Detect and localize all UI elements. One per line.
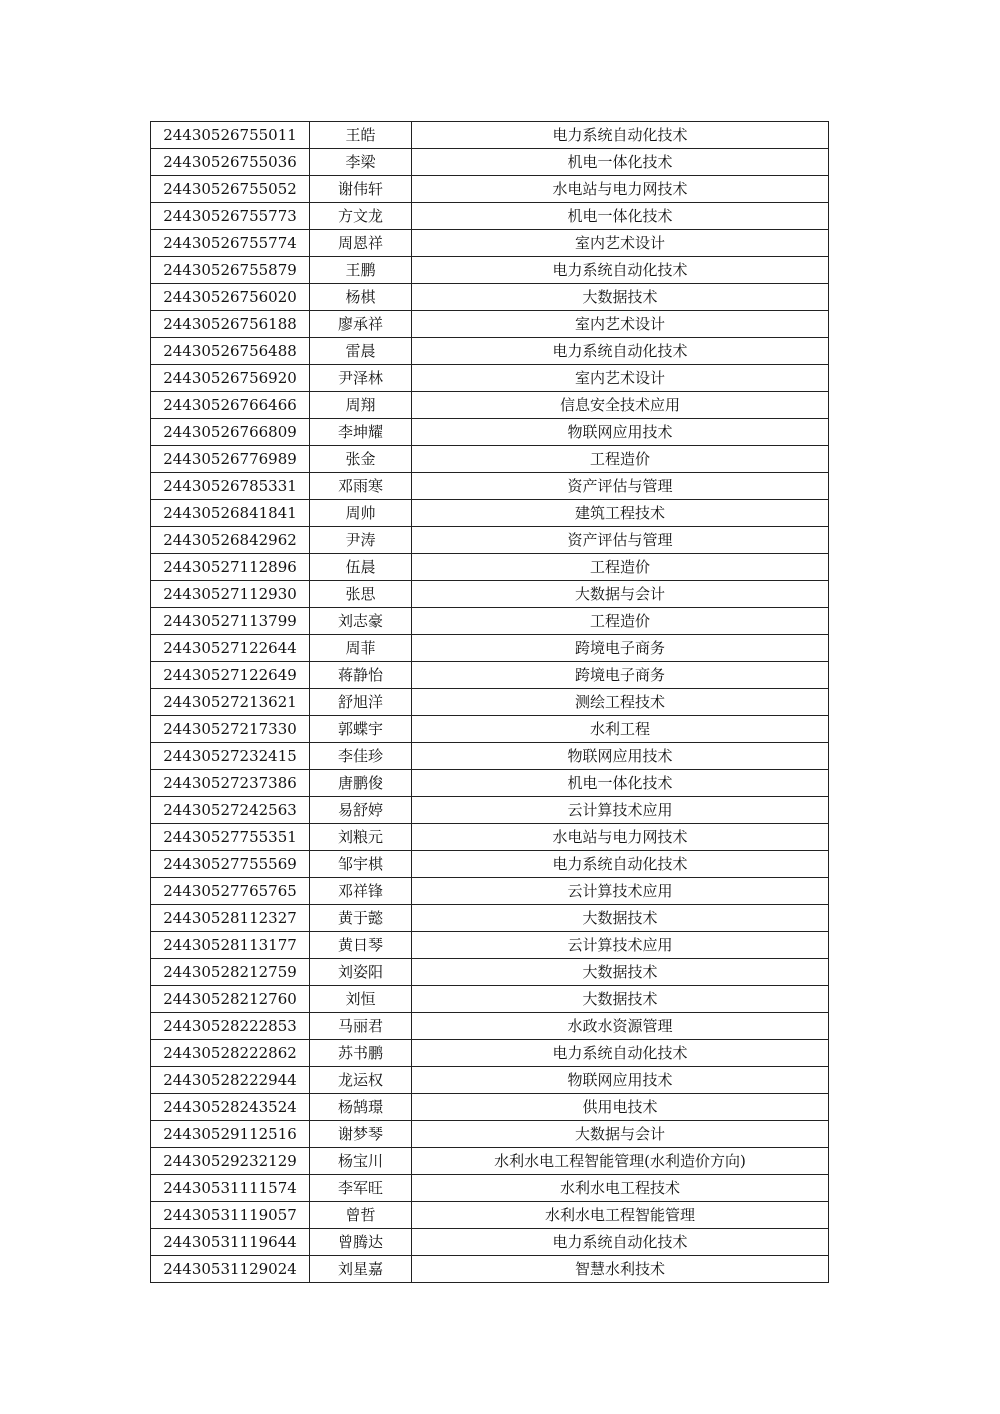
student-name-cell: 雷晨 xyxy=(310,338,412,365)
major-cell: 大数据技术 xyxy=(412,905,829,932)
exam-number-cell: 24430526766466 xyxy=(151,392,310,419)
exam-number-cell: 24430526756488 xyxy=(151,338,310,365)
major-cell: 水利水电工程智能管理 xyxy=(412,1202,829,1229)
exam-number-cell: 24430526766809 xyxy=(151,419,310,446)
exam-number-cell: 24430527113799 xyxy=(151,608,310,635)
table-row xyxy=(151,797,829,824)
student-name-cell: 易舒婷 xyxy=(310,797,412,824)
student-name-cell: 周翔 xyxy=(310,392,412,419)
table-row xyxy=(151,878,829,905)
table-row xyxy=(151,932,829,959)
exam-number-cell: 24430531111574 xyxy=(151,1175,310,1202)
student-name-cell: 谢伟轩 xyxy=(310,176,412,203)
exam-number-cell: 24430526755774 xyxy=(151,230,310,257)
student-name-cell: 黄于懿 xyxy=(310,905,412,932)
student-name-cell: 尹涛 xyxy=(310,527,412,554)
major-cell: 信息安全技术应用 xyxy=(412,392,829,419)
major-cell: 资产评估与管理 xyxy=(412,473,829,500)
student-name-cell: 张金 xyxy=(310,446,412,473)
table-row xyxy=(151,473,829,500)
student-name-cell: 刘姿阳 xyxy=(310,959,412,986)
table-row xyxy=(151,1013,829,1040)
table-row xyxy=(151,284,829,311)
exam-number-cell: 24430527112930 xyxy=(151,581,310,608)
exam-number-cell: 24430527237386 xyxy=(151,770,310,797)
table-row xyxy=(151,716,829,743)
table-row xyxy=(151,149,829,176)
exam-number-cell: 24430526842962 xyxy=(151,527,310,554)
table-row xyxy=(151,1040,829,1067)
student-name-cell: 黄日琴 xyxy=(310,932,412,959)
major-cell: 电力系统自动化技术 xyxy=(412,1040,829,1067)
student-name-cell: 邓雨寒 xyxy=(310,473,412,500)
exam-number-cell: 24430528113177 xyxy=(151,932,310,959)
major-cell: 云计算技术应用 xyxy=(412,797,829,824)
table-row xyxy=(151,824,829,851)
student-name-cell: 周帅 xyxy=(310,500,412,527)
exam-number-cell: 24430527242563 xyxy=(151,797,310,824)
table-row xyxy=(151,527,829,554)
exam-number-cell: 24430526756188 xyxy=(151,311,310,338)
major-cell: 室内艺术设计 xyxy=(412,311,829,338)
major-cell: 电力系统自动化技术 xyxy=(412,851,829,878)
table-row xyxy=(151,257,829,284)
student-name-cell: 郭蝶宇 xyxy=(310,716,412,743)
exam-number-cell: 24430526776989 xyxy=(151,446,310,473)
exam-number-cell: 24430529232129 xyxy=(151,1148,310,1175)
student-name-cell: 杨鹄璟 xyxy=(310,1094,412,1121)
table-row xyxy=(151,419,829,446)
exam-number-cell: 24430527755569 xyxy=(151,851,310,878)
major-cell: 云计算技术应用 xyxy=(412,878,829,905)
student-name-cell: 谢梦琴 xyxy=(310,1121,412,1148)
major-cell: 大数据与会计 xyxy=(412,581,829,608)
student-roster-table xyxy=(150,121,829,1283)
student-name-cell: 伍晨 xyxy=(310,554,412,581)
student-name-cell: 马丽君 xyxy=(310,1013,412,1040)
exam-number-cell: 24430527112896 xyxy=(151,554,310,581)
table-row xyxy=(151,203,829,230)
exam-number-cell: 24430526841841 xyxy=(151,500,310,527)
table-row xyxy=(151,986,829,1013)
table-row xyxy=(151,662,829,689)
table-row xyxy=(151,1175,829,1202)
student-name-cell: 李坤耀 xyxy=(310,419,412,446)
table-row xyxy=(151,608,829,635)
major-cell: 室内艺术设计 xyxy=(412,365,829,392)
table-row xyxy=(151,1067,829,1094)
major-cell: 电力系统自动化技术 xyxy=(412,122,829,149)
major-cell: 电力系统自动化技术 xyxy=(412,338,829,365)
table-row xyxy=(151,851,829,878)
table-row xyxy=(151,905,829,932)
major-cell: 物联网应用技术 xyxy=(412,1067,829,1094)
student-name-cell: 苏书鹏 xyxy=(310,1040,412,1067)
table-row xyxy=(151,1202,829,1229)
major-cell: 室内艺术设计 xyxy=(412,230,829,257)
table-row xyxy=(151,1256,829,1283)
table-row xyxy=(151,1094,829,1121)
major-cell: 跨境电子商务 xyxy=(412,635,829,662)
student-name-cell: 刘粮元 xyxy=(310,824,412,851)
student-name-cell: 杨棋 xyxy=(310,284,412,311)
exam-number-cell: 24430529112516 xyxy=(151,1121,310,1148)
major-cell: 水利水电工程智能管理(水利造价方向) xyxy=(412,1148,829,1175)
exam-number-cell: 24430528222944 xyxy=(151,1067,310,1094)
major-cell: 物联网应用技术 xyxy=(412,419,829,446)
exam-number-cell: 24430531119057 xyxy=(151,1202,310,1229)
exam-number-cell: 24430526755773 xyxy=(151,203,310,230)
student-name-cell: 刘星嘉 xyxy=(310,1256,412,1283)
major-cell: 水电站与电力网技术 xyxy=(412,824,829,851)
major-cell: 云计算技术应用 xyxy=(412,932,829,959)
exam-number-cell: 24430526755052 xyxy=(151,176,310,203)
major-cell: 工程造价 xyxy=(412,554,829,581)
exam-number-cell: 24430527122644 xyxy=(151,635,310,662)
student-name-cell: 廖承祥 xyxy=(310,311,412,338)
student-name-cell: 周菲 xyxy=(310,635,412,662)
exam-number-cell: 24430528222853 xyxy=(151,1013,310,1040)
major-cell: 机电一体化技术 xyxy=(412,770,829,797)
table-row xyxy=(151,1229,829,1256)
roster-table-body xyxy=(151,122,829,1283)
exam-number-cell: 24430527217330 xyxy=(151,716,310,743)
table-row xyxy=(151,1121,829,1148)
exam-number-cell: 24430528112327 xyxy=(151,905,310,932)
student-name-cell: 李梁 xyxy=(310,149,412,176)
student-name-cell: 曾腾达 xyxy=(310,1229,412,1256)
major-cell: 大数据技术 xyxy=(412,959,829,986)
student-name-cell: 邹宇棋 xyxy=(310,851,412,878)
exam-number-cell: 24430526756920 xyxy=(151,365,310,392)
table-row xyxy=(151,176,829,203)
table-row xyxy=(151,122,829,149)
exam-number-cell: 24430528243524 xyxy=(151,1094,310,1121)
exam-number-cell: 24430526756020 xyxy=(151,284,310,311)
student-name-cell: 李佳珍 xyxy=(310,743,412,770)
student-name-cell: 刘志豪 xyxy=(310,608,412,635)
student-name-cell: 尹泽林 xyxy=(310,365,412,392)
student-name-cell: 张思 xyxy=(310,581,412,608)
exam-number-cell: 24430526785331 xyxy=(151,473,310,500)
major-cell: 工程造价 xyxy=(412,608,829,635)
major-cell: 机电一体化技术 xyxy=(412,203,829,230)
table-row xyxy=(151,635,829,662)
exam-number-cell: 24430528212760 xyxy=(151,986,310,1013)
student-name-cell: 邓祥锋 xyxy=(310,878,412,905)
major-cell: 建筑工程技术 xyxy=(412,500,829,527)
student-name-cell: 杨宝川 xyxy=(310,1148,412,1175)
major-cell: 跨境电子商务 xyxy=(412,662,829,689)
major-cell: 工程造价 xyxy=(412,446,829,473)
student-name-cell: 方文龙 xyxy=(310,203,412,230)
student-name-cell: 王皓 xyxy=(310,122,412,149)
student-name-cell: 刘恒 xyxy=(310,986,412,1013)
major-cell: 水政水资源管理 xyxy=(412,1013,829,1040)
student-name-cell: 李军旺 xyxy=(310,1175,412,1202)
major-cell: 大数据技术 xyxy=(412,986,829,1013)
table-row xyxy=(151,1148,829,1175)
exam-number-cell: 24430526755011 xyxy=(151,122,310,149)
exam-number-cell: 24430526755036 xyxy=(151,149,310,176)
table-row xyxy=(151,689,829,716)
table-row xyxy=(151,554,829,581)
table-row xyxy=(151,311,829,338)
student-name-cell: 周恩祥 xyxy=(310,230,412,257)
student-name-cell: 曾哲 xyxy=(310,1202,412,1229)
table-row xyxy=(151,770,829,797)
exam-number-cell: 24430528222862 xyxy=(151,1040,310,1067)
major-cell: 电力系统自动化技术 xyxy=(412,1229,829,1256)
student-name-cell: 唐鹏俊 xyxy=(310,770,412,797)
major-cell: 机电一体化技术 xyxy=(412,149,829,176)
table-row xyxy=(151,230,829,257)
major-cell: 测绘工程技术 xyxy=(412,689,829,716)
exam-number-cell: 24430527122649 xyxy=(151,662,310,689)
exam-number-cell: 24430527213621 xyxy=(151,689,310,716)
major-cell: 资产评估与管理 xyxy=(412,527,829,554)
student-name-cell: 王鹏 xyxy=(310,257,412,284)
major-cell: 大数据与会计 xyxy=(412,1121,829,1148)
student-name-cell: 舒旭洋 xyxy=(310,689,412,716)
table-row xyxy=(151,743,829,770)
major-cell: 大数据技术 xyxy=(412,284,829,311)
table-row xyxy=(151,338,829,365)
exam-number-cell: 24430528212759 xyxy=(151,959,310,986)
student-name-cell: 蒋静怡 xyxy=(310,662,412,689)
exam-number-cell: 24430531119644 xyxy=(151,1229,310,1256)
major-cell: 水电站与电力网技术 xyxy=(412,176,829,203)
major-cell: 水利水电工程技术 xyxy=(412,1175,829,1202)
major-cell: 电力系统自动化技术 xyxy=(412,257,829,284)
major-cell: 物联网应用技术 xyxy=(412,743,829,770)
exam-number-cell: 24430527755351 xyxy=(151,824,310,851)
table-row xyxy=(151,392,829,419)
exam-number-cell: 24430531129024 xyxy=(151,1256,310,1283)
major-cell: 水利工程 xyxy=(412,716,829,743)
table-row xyxy=(151,500,829,527)
student-name-cell: 龙运权 xyxy=(310,1067,412,1094)
table-row xyxy=(151,446,829,473)
major-cell: 智慧水利技术 xyxy=(412,1256,829,1283)
exam-number-cell: 24430527232415 xyxy=(151,743,310,770)
exam-number-cell: 24430526755879 xyxy=(151,257,310,284)
table-row xyxy=(151,581,829,608)
major-cell: 供用电技术 xyxy=(412,1094,829,1121)
table-row xyxy=(151,365,829,392)
table-row xyxy=(151,959,829,986)
exam-number-cell: 24430527765765 xyxy=(151,878,310,905)
